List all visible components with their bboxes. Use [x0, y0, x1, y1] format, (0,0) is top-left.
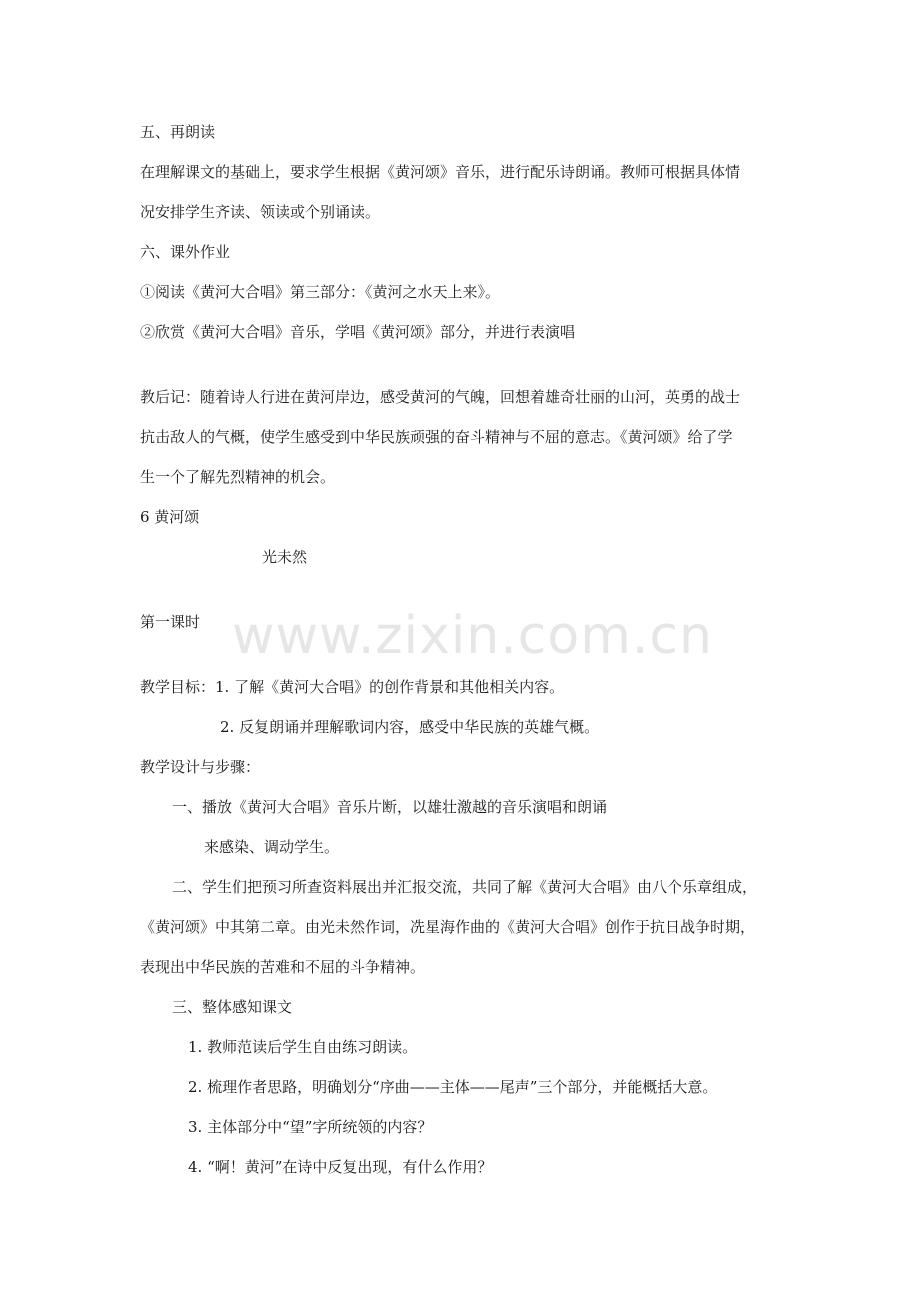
postscript-line2: 抗击敌人的气概，使学生感受到中华民族顽强的奋斗精神与不屈的意志。《黄河颂》给了学 — [140, 428, 733, 446]
step3-sub-2: 2. 梳理作者思路，明确划分“序曲——主体——尾声”三个部分，并能概括大意。 — [188, 1078, 718, 1096]
step2-line2: 《黄河颂》中其第二章。由光未然作词，冼星海作曲的《黄河大合唱》创作于抗日战争时期， — [140, 918, 756, 936]
postscript-line3: 生一个了解先烈精神的机会。 — [140, 468, 336, 486]
homework-item-1: ①阅读《黄河大合唱》第三部分：《黄河之水天上来》。 — [140, 283, 501, 301]
watermark: www.zixin.com.cn — [232, 606, 713, 666]
section5-line1: 在理解课文的基础上，要求学生根据《黄河颂》音乐，进行配乐诗朗诵。教师可根据具体情 — [140, 163, 741, 181]
homework-item-2: ②欣赏《黄河大合唱》音乐，学唱《黄河颂》部分，并进行表演唱 — [140, 323, 576, 341]
step3-heading: 三、整体感知课文 — [172, 998, 293, 1016]
step1-line1: 一、播放《黄河大合唱》音乐片断，以雄壮激越的音乐演唱和朗诵 — [172, 798, 608, 816]
step3-sub-4: 4. “啊！黄河”在诗中反复出现，有什么作用？ — [188, 1158, 493, 1176]
design-heading: 教学设计与步骤： — [140, 758, 261, 776]
lesson-author: 光未然 — [262, 548, 308, 566]
section5-heading: 五、再朗读 — [140, 123, 216, 141]
step2-line3: 表现出中华民族的苦难和不屈的斗争精神。 — [140, 958, 426, 976]
step3-sub-1: 1. 教师范读后学生自由练习朗读。 — [188, 1038, 418, 1056]
section6-heading: 六、课外作业 — [140, 243, 231, 261]
step3-sub-3: 3. 主体部分中“望”字所统领的内容？ — [188, 1118, 433, 1136]
postscript-line1: 教后记：随着诗人行进在黄河岸边，感受黄河的气魄，回想着雄奇壮丽的山河，英勇的战士 — [140, 388, 741, 406]
step2-line1: 二、学生们把预习所查资料展出并汇报交流，共同了解《黄河大合唱》由八个乐章组成， — [172, 878, 758, 896]
lesson-title: 6 黄河颂 — [140, 508, 200, 526]
section5-line2: 况安排学生齐读、领读或个别诵读。 — [140, 203, 381, 221]
teaching-goal-2: 2. 反复朗诵并理解歌词内容，感受中华民族的英雄气概。 — [220, 718, 600, 736]
teaching-goal-1: 教学目标：1. 了解《黄河大合唱》的创作背景和其他相关内容。 — [140, 678, 565, 696]
lesson-period: 第一课时 — [140, 613, 201, 631]
step1-line2: 来感染、调动学生。 — [204, 838, 340, 856]
